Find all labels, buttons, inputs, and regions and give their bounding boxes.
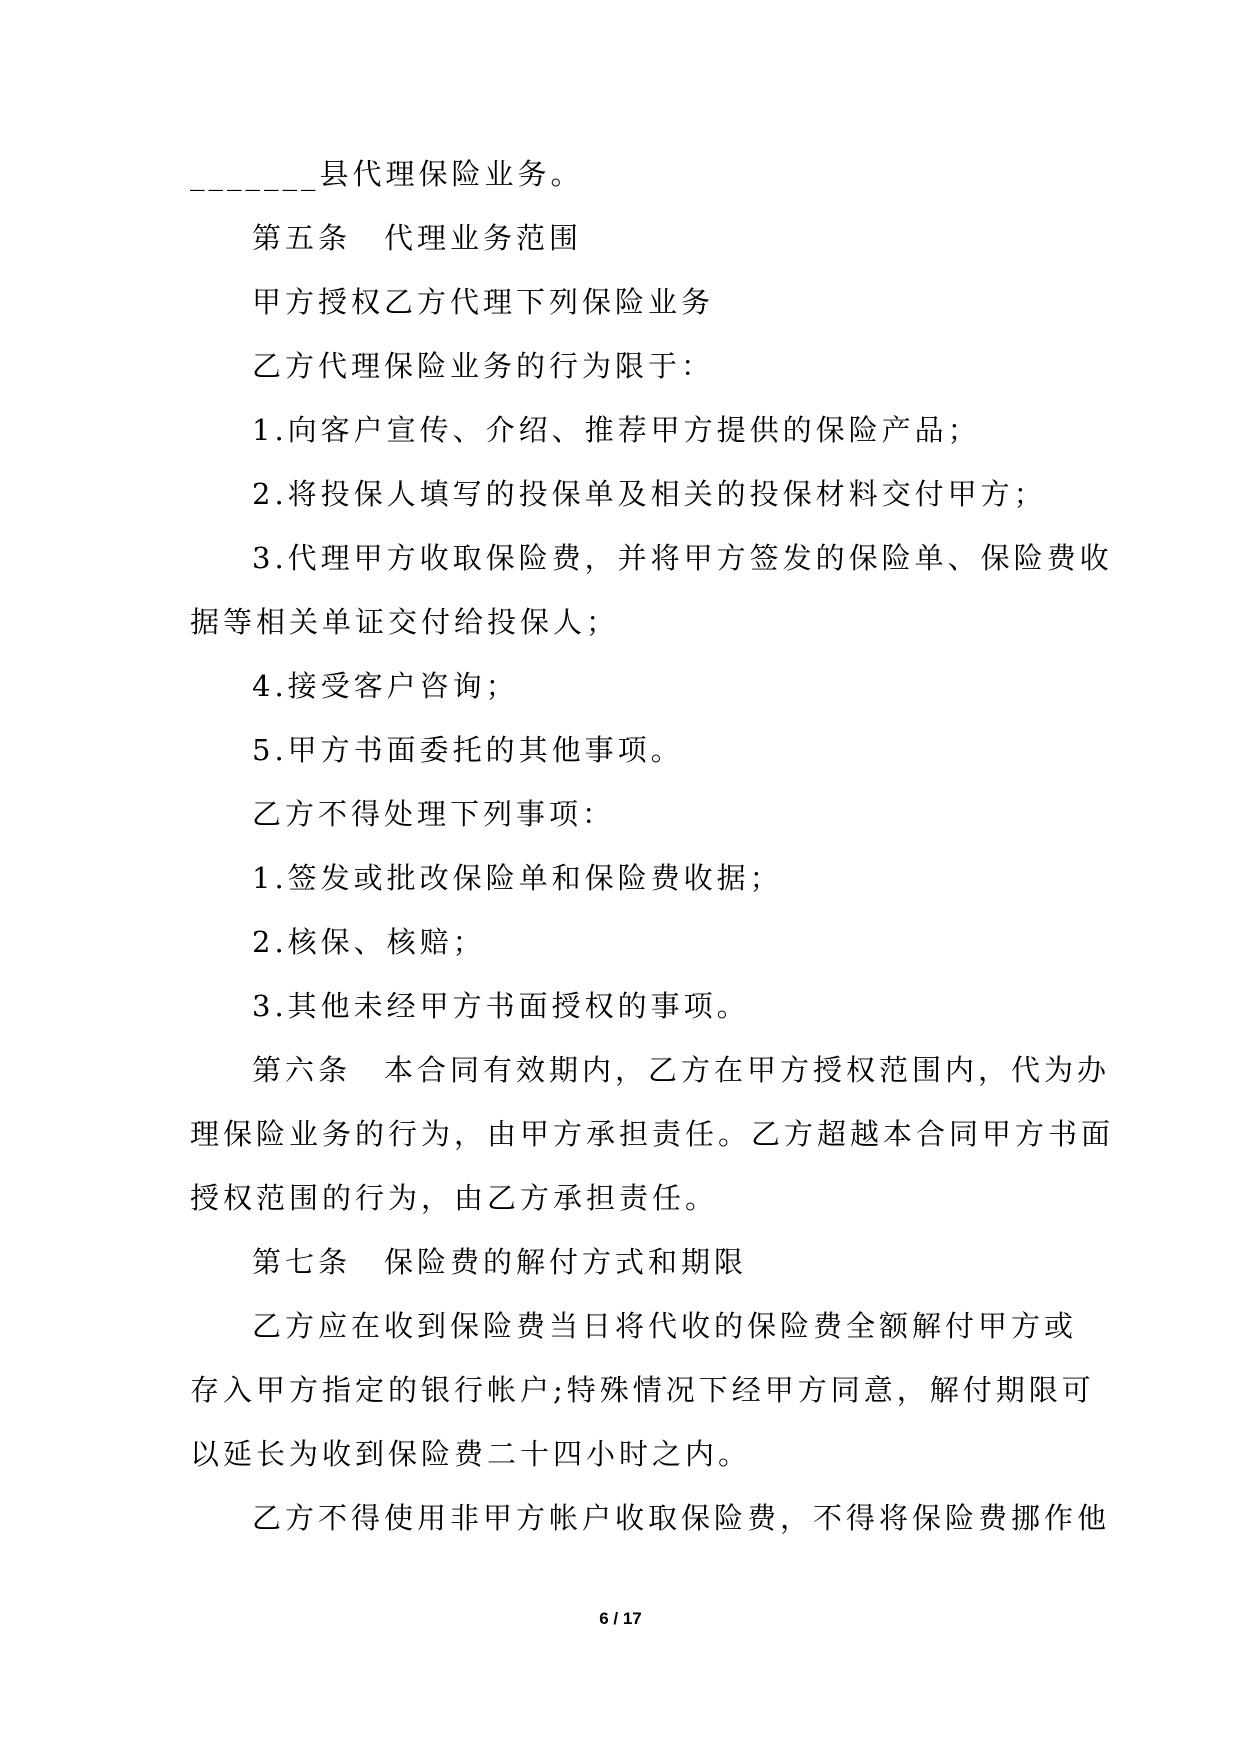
list-item: 1.向客户宣传、介绍、推荐甲方提供的保险产品； — [252, 413, 981, 447]
document-body — [190, 154, 1115, 1562]
text-line: _______县代理保险业务。 — [190, 157, 584, 191]
list-item: 2.将投保人填写的投保单及相关的投保材料交付甲方； — [252, 477, 1047, 511]
list-item: 1.签发或批改保险单和保险费收据； — [252, 861, 783, 895]
list-item: 3.其他未经甲方书面授权的事项。 — [252, 989, 750, 1023]
page-number: 6 / 17 — [599, 1609, 642, 1628]
list-item: 3.代理甲方收取保险费，并将甲方签发的保险单、保险费收 — [252, 541, 1113, 575]
text-line: 据等相关单证交付给投保人； — [190, 605, 620, 639]
text-line: 存入甲方指定的银行帐户;特殊情况下经甲方同意，解付期限可 — [190, 1373, 1095, 1407]
text-line: 乙方不得处理下列事项： — [252, 797, 616, 831]
article-heading: 第五条 代理业务范围 — [252, 221, 583, 255]
text-line: 乙方不得使用非甲方帐户收取保险费，不得将保险费挪作他 — [252, 1501, 1111, 1535]
text-line: 授权范围的行为，由乙方承担责任。 — [190, 1181, 719, 1215]
text-line: 乙方代理保险业务的行为限于： — [252, 349, 715, 383]
text-line: 理保险业务的行为，由甲方承担责任。乙方超越本合同甲方书面 — [190, 1117, 1115, 1151]
list-item: 2.核保、核赔； — [252, 925, 486, 959]
article-heading: 第六条 本合同有效期内，乙方在甲方授权范围内，代为办 — [252, 1053, 1111, 1087]
text-line: 以延长为收到保险费二十四小时之内。 — [190, 1437, 752, 1471]
text-line: 甲方授权乙方代理下列保险业务 — [252, 285, 715, 319]
article-heading: 第七条 保险费的解付方式和期限 — [252, 1245, 748, 1279]
list-item: 4.接受客户咨询； — [252, 669, 519, 703]
text-line: 乙方应在收到保险费当日将代收的保险费全额解付甲方或 — [252, 1309, 1078, 1343]
list-item: 5.甲方书面委托的其他事项。 — [252, 733, 684, 767]
